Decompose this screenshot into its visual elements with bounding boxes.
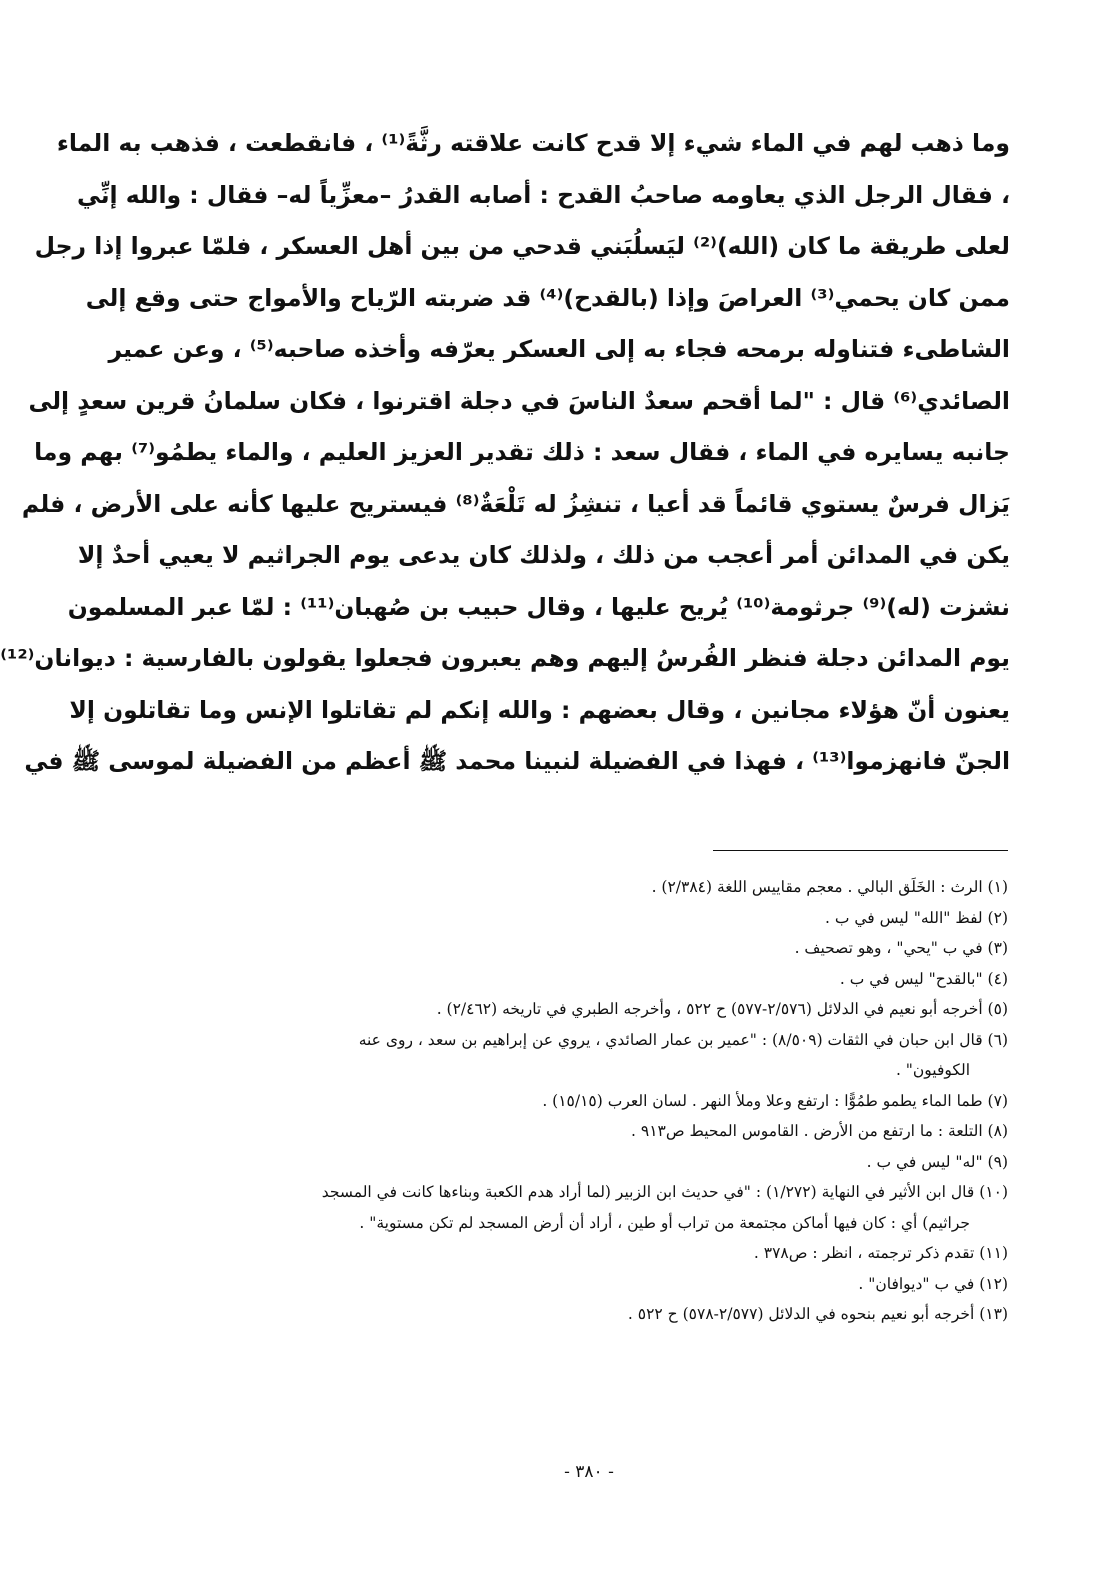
main-text-line: يَزال فرسٌ يستوي قائماً قد أعيا ، تنشِزُ له تَلْعَةٌ⁽⁸⁾ فيستريح عليها كأنه على الأرض ، فلم	[21, 489, 1010, 518]
footnote-2: (٢) لفظ "الله" ليس في ب .	[824, 908, 1008, 927]
footnote-7: (٧) طما الماء يطمو طمُوًّا : ارتفع وعلا وملأ النهر . لسان العرب (١٥/١٥) .	[542, 1091, 1008, 1110]
footnote-12: (١٢) في ب "ديوافان" .	[858, 1274, 1008, 1293]
footnote-5: (٥) أخرجه أبو نعيم في الدلائل (٢/٥٧٦-٥٧٧) ح ٥٢٢ ، وأخرجه الطبري في تاريخه (٢/٤٦٢) .	[436, 1000, 1008, 1018]
main-text-line: يعنون أنّ هؤلاء مجانين ، وقال بعضهم : والله إنكم لم تقاتلوا الإنس وما تقاتلون إلا	[69, 695, 1010, 724]
footnote-6: (٦) قال ابن حبان في الثقات (٨/٥٠٩) : "عمير بن عمار الصائدي ، يروي عن إبراهيم بن سعد ، روى عنه	[358, 1030, 1008, 1049]
footnote-3: (٣) في ب "يحي" ، وهو تصحيف .	[794, 939, 1008, 957]
footnote-10-continued: جراثيم) أي : كان فيها أماكن مجتمعة من تراب أو طين ، أراد أن أرض المسجد لم تكن مستوية" .	[359, 1213, 970, 1232]
main-text-line: نشزت (له)⁽⁹⁾ جرثومة⁽¹⁰⁾ يُريح عليها ، وقال حبيب بن صُهبان⁽¹¹⁾ : لمّا عبر المسلمون	[67, 592, 1010, 621]
footnote-10: (١٠) قال ابن الأثير في النهاية (١/٢٧٢) : "في حديث ابن الزبير (لما أراد هدم الكعبة وبناءها كانت في المسجد	[321, 1183, 1008, 1201]
main-text-line: ممن كان يحمي⁽³⁾ العراصَ وإذا (بالقدح)⁽⁴⁾ قد ضربته الرّياح والأمواج حتى وقع إلى	[85, 283, 1010, 312]
footnote-6-continued: الكوفيون" .	[895, 1061, 970, 1079]
main-text-line: جانبه يسايره في الماء ، فقال سعد : ذلك تقدير العزيز العليم ، والماء يطمُو⁽⁷⁾ بهم وما	[34, 438, 1010, 466]
footnote-11: (١١) تقدم ذكر ترجمته ، انظر : ص٣٧٨ .	[753, 1244, 1008, 1262]
footnotes	[170, 872, 1008, 1330]
footnote-9: (٩) "له" ليس في ب .	[866, 1152, 1008, 1171]
main-text-line: يوم المدائن دجلة فنظر الفُرسُ إليهم وهم يعبرون فجعلوا يقولون بالفارسية : ديوانان⁽¹²⁾	[0, 644, 1010, 672]
footnote-separator	[713, 850, 1008, 851]
main-text-line: الجنّ فانهزموا⁽¹³⁾ ، فهذا في الفضيلة لنبينا محمد ﷺ أعظم من الفضيلة لموسى ﷺ في	[24, 747, 1010, 775]
main-text-line: يكن في المدائن أمر أعجب من ذلك ، ولذلك كان يدعى يوم الجراثيم لا يعيي أحدٌ إلا	[77, 541, 1010, 569]
main-text-line: لعلى طريقة ما كان (الله)⁽²⁾ ليَسلُبَني قدحي من بين أهل العسكر ، فلمّا عبروا إذا رجل	[34, 232, 1010, 260]
footnote-4: (٤) "بالقدح" ليس في ب .	[839, 969, 1008, 988]
page-number: - ٣٨٠ -	[564, 1462, 614, 1482]
main-text-line: الشاطىء فتناوله برمحه فجاء به إلى العسكر يعرّفه وأخذه صاحبه⁽⁵⁾ ، وعن عمير	[108, 335, 1010, 363]
main-text	[0, 118, 1010, 788]
footnote-13: (١٣) أخرجه أبو نعيم بنحوه في الدلائل (٢/٥٧٧-٥٧٨) ح ٥٢٢ .	[627, 1305, 1008, 1323]
main-text-line: ، فقال الرجل الذي يعاومه صاحبُ القدح : أصابه القدرُ –معزِّياً له– فقال : والله إنِّي	[76, 180, 1010, 209]
footnote-1: (١) الرث : الخَلَق البالي . معجم مقاييس اللغة (٢/٣٨٤) .	[651, 878, 1008, 896]
main-text-line: وما ذهب لهم في الماء شيء إلا قدح كانت علاقته رثَّةً⁽¹⁾ ، فانقطعت ، فذهب به الماء	[56, 129, 1010, 157]
footnote-8: (٨) التلعة : ما ارتفع من الأرض . القاموس المحيط ص٩١٣ .	[631, 1122, 1008, 1140]
main-text-line: الصائدي⁽⁶⁾ قال : "لما أقحم سعدٌ الناسَ في دجلة اقترنوا ، فكان سلمانُ قرين سعدٍ إلى	[28, 386, 1010, 415]
